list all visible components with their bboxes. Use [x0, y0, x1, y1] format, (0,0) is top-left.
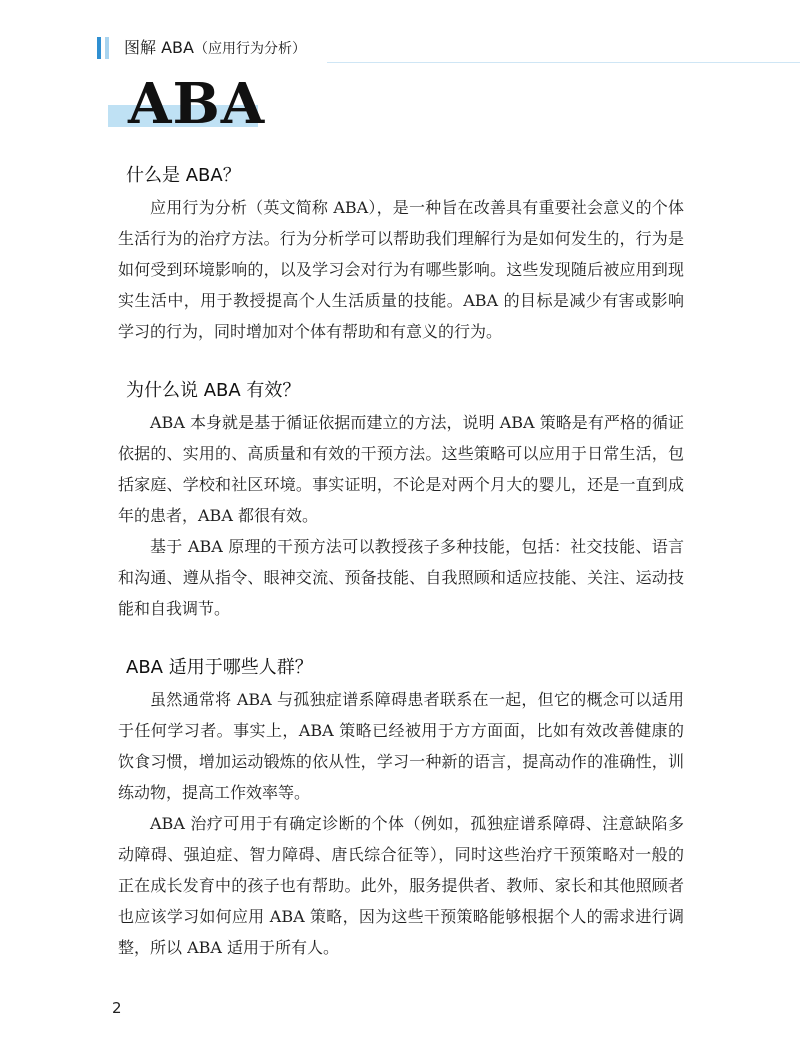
page-content	[118, 162, 684, 963]
book-subtitle: （应用行为分析）	[193, 41, 306, 57]
header-accent-bar-light	[105, 37, 109, 59]
chapter-title: ABA	[128, 71, 266, 137]
running-header-text	[124, 38, 306, 59]
section-why-aba-effective	[118, 377, 684, 624]
section-heading: 什么是 ABA？	[126, 165, 241, 186]
header-rule	[327, 62, 800, 63]
paragraph: 应用行为分析（英文简称 ABA），是一种旨在改善具有重要社会意义的个体生活行为的治疗方法。行为分析学可以帮助我们理解行为是如何发生的，行为是如何受到环境影响的，以及学习会对行为有哪些影响。这些发现随后被应用到现实生活中，用于教授提高个人生活质量的技能。ABA 的目标是减少有害或影响学习的行为，同时增加对个体有帮助和有意义的行为。	[118, 198, 684, 341]
page-number: 2	[112, 999, 122, 1017]
paragraph: 虽然通常将 ABA 与孤独症谱系障碍患者联系在一起，但它的概念可以适用于任何学习者。事实上，ABA 策略已经被用于方方面面，比如有效改善健康的饮食习惯，增加运动锻炼的依从性，学习一种新的语言，提高动作的准确性，训练动物，提高工作效率等。	[118, 690, 684, 802]
section-what-is-aba	[118, 162, 684, 347]
section-who-aba-for	[118, 654, 684, 963]
section-heading: ABA 适用于哪些人群？	[126, 657, 313, 678]
paragraph: 基于 ABA 原理的干预方法可以教授孩子多种技能，包括：社交技能、语言和沟通、遵从指令、眼神交流、预备技能、自我照顾和适应技能、关注、运动技能和自我调节。	[118, 537, 684, 618]
running-header	[97, 34, 800, 64]
paragraph: ABA 本身就是基于循证依据而建立的方法，说明 ABA 策略是有严格的循证依据的、实用的、高质量和有效的干预方法。这些策略可以应用于日常生活，包括家庭、学校和社区环境。事实证明，不论是对两个月大的婴儿，还是一直到成年的患者，ABA 都很有效。	[118, 413, 684, 525]
header-accent-bar	[97, 37, 101, 59]
book-title: 图解 ABA	[124, 38, 194, 57]
section-heading: 为什么说 ABA 有效？	[126, 380, 301, 401]
paragraph: ABA 治疗可用于有确定诊断的个体（例如，孤独症谱系障碍、注意缺陷多动障碍、强迫症、智力障碍、唐氏综合征等），同时这些治疗干预策略对一般的正在成长发育中的孩子也有帮助。此外，服务提供者、教师、家长和其他照顾者也应该学习如何应用 ABA 策略，因为这些干预策略能够根据个人的需求进行调整，所以 ABA 适用于所有人。	[118, 814, 684, 957]
